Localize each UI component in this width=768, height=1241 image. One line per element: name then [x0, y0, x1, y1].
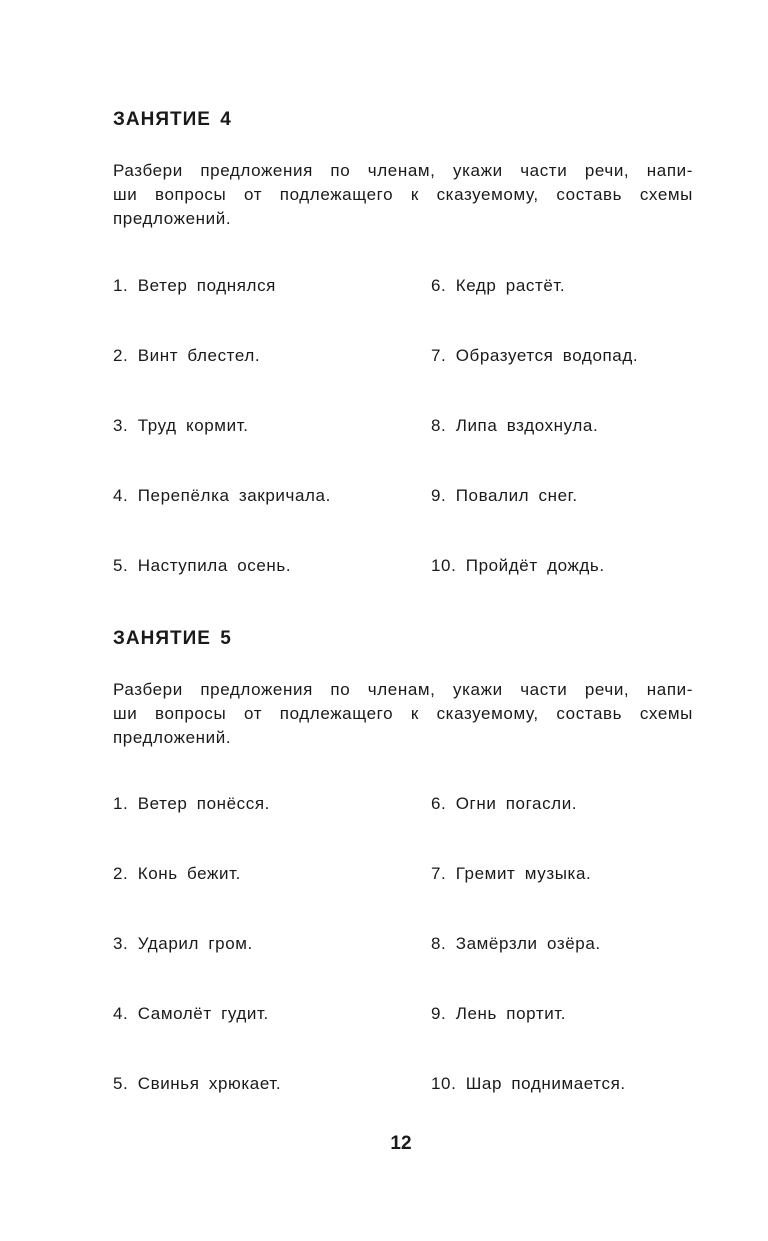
sentence-item: 5. Наступила осень.: [113, 556, 292, 575]
lesson-5-instructions-text: [113, 678, 693, 750]
instructions-line: предложений.: [113, 209, 232, 228]
lesson-4-instructions-text: [113, 159, 693, 231]
lesson-4-header: [113, 108, 693, 132]
lesson-4-instructions: [113, 159, 693, 231]
sentence-item: 4. Перепёлка закричала.: [113, 486, 331, 505]
sentence-item: 10. Пройдёт дождь.: [431, 556, 605, 575]
sentence-item: 9. Лень портит.: [431, 1004, 567, 1023]
sentence-item: 3. Ударил гром.: [113, 934, 253, 953]
sentence-item: 8. Замёрзли озёра.: [431, 934, 601, 953]
sentence-item: 2. Конь бежит.: [113, 864, 241, 883]
sentence-item: 1. Ветер поднялся: [113, 276, 276, 295]
sentence-item: 4. Самолёт гудит.: [113, 1004, 269, 1023]
sentence-item: 9. Повалил снег.: [431, 486, 578, 505]
instructions-line: ши вопросы от подлежащего к сказуемому, составь схемы: [113, 185, 693, 204]
instructions-line: ши вопросы от подлежащего к сказуемому, составь схемы: [113, 704, 693, 723]
sentence-item: 8. Липа вздохнула.: [431, 416, 599, 435]
lesson-5-instructions: [113, 678, 693, 750]
lesson-5-title: ЗАНЯТИЕ 5: [113, 628, 232, 649]
sentence-item: 6. Кедр растёт.: [431, 276, 566, 295]
sentence-item: 7. Гремит музыка.: [431, 864, 592, 883]
sentence-item: 3. Труд кормит.: [113, 416, 249, 435]
instructions-line: предложений.: [113, 728, 232, 747]
instructions-line: Разбери предложения по членам, укажи части речи, напи-: [113, 161, 693, 180]
lesson-5-header: [113, 627, 693, 651]
sentence-item: 7. Образуется водопад.: [431, 346, 639, 365]
sentence-item: 5. Свинья хрюкает.: [113, 1074, 282, 1093]
sentence-item: 10. Шар поднимается.: [431, 1074, 626, 1093]
page-number: 12: [390, 1133, 412, 1154]
lesson-4-title: ЗАНЯТИЕ 4: [113, 109, 232, 130]
sentence-item: 6. Огни погасли.: [431, 794, 578, 813]
sentence-item: 1. Ветер понёсся.: [113, 794, 270, 813]
sentence-item: 2. Винт блестел.: [113, 346, 261, 365]
instructions-line: Разбери предложения по членам, укажи части речи, напи-: [113, 680, 693, 699]
